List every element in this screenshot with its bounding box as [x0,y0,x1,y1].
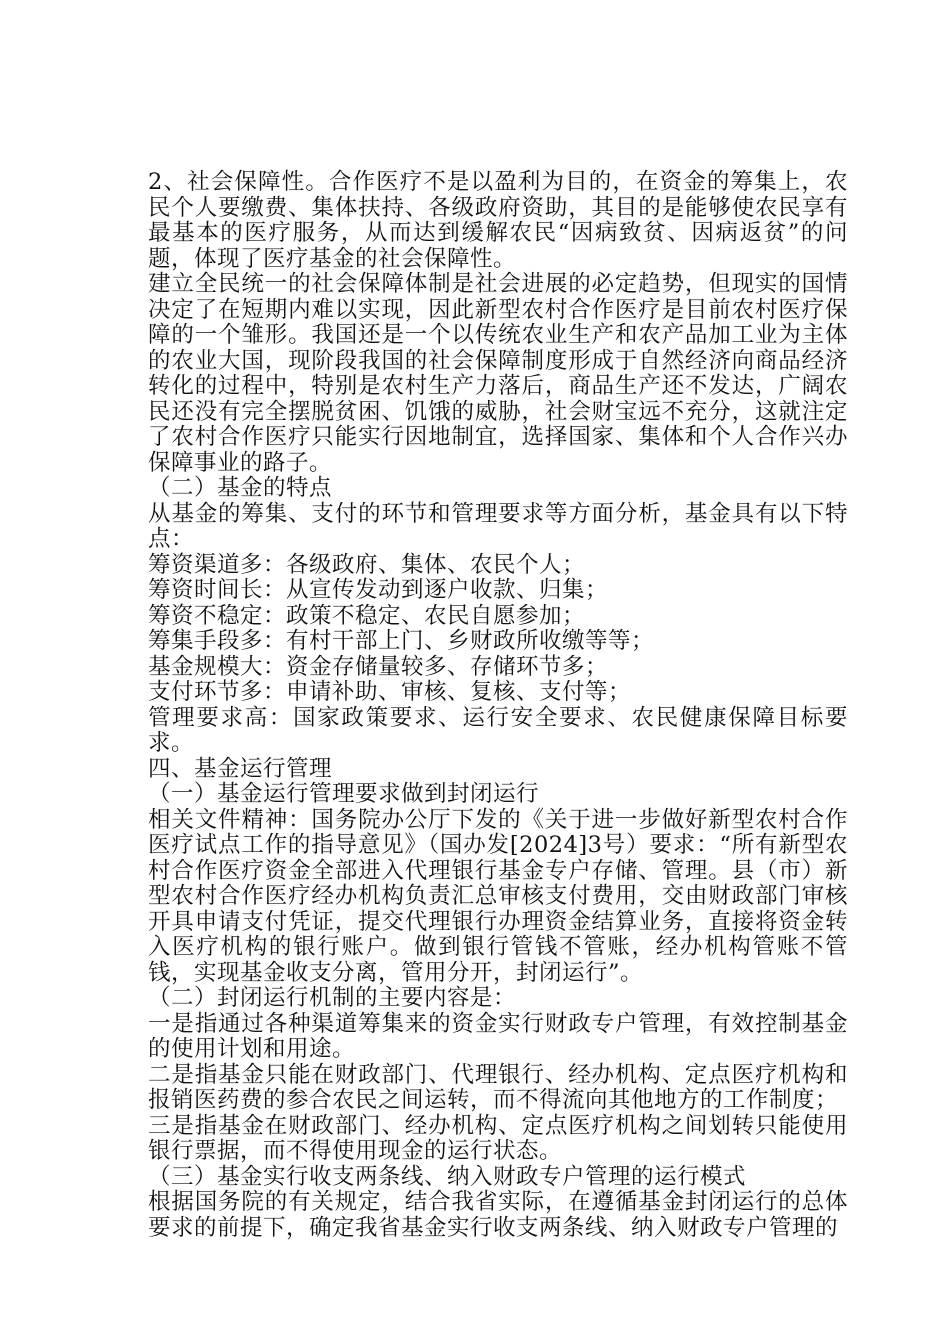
paragraph-mechanism-one: 一是指通过各种渠道筹集来的资金实行财政专户管理，有效控制基金的使用计划和用途。 [148,1010,848,1062]
document-body [148,170,848,1241]
list-item-funding-time: 筹资时间长：从宣传发动到逐户收款、归集； [148,577,609,603]
heading-fund-operation: 四、基金运行管理 [148,755,333,782]
paragraph-social-security: 2、社会保障性。合作医疗不是以盈利为目的，在资金的筹集上，农民个人要缴费、集体扶持、各级政府资助，其目的是能够使农民享有最基本的医疗服务，从而达到缓解农民“因病致贫、因病返贫”的问题，体现了医疗基金的社会保障性。 [148,169,848,272]
paragraph-mechanism-two: 二是指基金只能在财政部门、代理银行、经办机构、定点医疗机构和报销医药费的参合农民之间运转，而不得流向其他地方的工作制度； [148,1061,848,1113]
list-item-payment-steps: 支付环节多：申请补助、审核、复核、支付等； [148,679,632,705]
paragraph-mechanism-three: 三是指基金在财政部门、经办机构、定点医疗机构之间划转只能使用银行票据，而不得使用现金的运行状态。 [148,1112,848,1164]
heading-closed-operation: （一）基金运行管理要求做到封闭运行 [148,781,540,807]
list-item-funding-instability: 筹资不稳定：政策不稳定、农民自愿参加； [148,602,586,629]
paragraph-operation-mode: 根据国务院的有关规定，结合我省实际，在遵循基金封闭运行的总体要求的前提下，确定我省基金实行收支两条线、纳入财政专户管理的 [148,1189,848,1241]
heading-closed-mechanism: （二）封闭运行机制的主要内容是： [148,985,517,1011]
list-item-funding-channels: 筹资渠道多：各级政府、集体、农民个人； [148,551,586,578]
paragraph-policy-document: 相关文件精神：国务院办公厅下发的《关于进一步做好新型农村合作医疗试点工作的指导意见》（国办发[2024]3号）要求：“所有新型农村合作医疗资金全部进入代理银行基金专户存储、管理。县（市）新型农村合作医疗经办机构负责汇总审核支付费用，交由财政部门审核开具申请支付凭证，提交代理银行办理资金结算业务，直接将资金转入医疗机构的银行账户。做到银行管钱不管账，经办机构管账不管钱，实现基金收支分离，管用分开，封闭运行”。 [148,806,848,986]
list-item-fund-scale: 基金规模大：资金存储量较多、存储环节多； [148,653,609,680]
heading-fund-features: （二）基金的特点 [148,475,333,501]
heading-operation-mode: （三）基金实行收支两条线、纳入财政专户管理的运行模式 [148,1163,747,1190]
list-item-collection-methods: 筹集手段多：有村干部上门、乡财政所收缴等等； [148,628,655,654]
paragraph-national-conditions: 建立全民统一的社会保障体制是社会进展的必定趋势，但现实的国情决定了在短期内难以实现，因此新型农村合作医疗是目前农村医疗保障的一个雏形。我国还是一个以传统农业生产和农产品加工业为主体的农业大国，现阶段我国的社会保障制度形成于自然经济向商品经济转化的过程中，特别是农村生产力落后，商品生产还不发达，广阔农民还没有完全摆脱贫困、饥饿的威胁，社会财宝远不充分，这就注定了农村合作医疗只能实行因地制宜，选择国家、集体和个人合作兴办保障事业的路子。 [148,271,848,476]
paragraph-fund-features-intro: 从基金的筹集、支付的环节和管理要求等方面分析，基金具有以下特点： [148,500,848,552]
list-item-management-requirements: 管理要求高：国家政策要求、运行安全要求、农民健康保障目标要求。 [148,704,848,756]
